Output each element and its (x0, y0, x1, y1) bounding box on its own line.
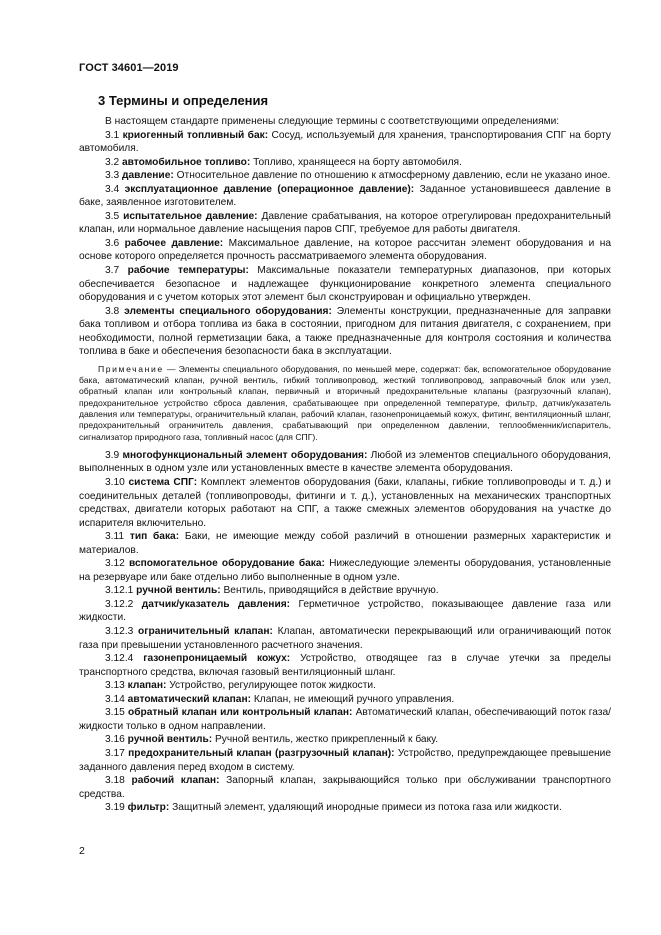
term-definition: Устройство, регулирующее поток жидкости. (169, 680, 376, 692)
term-definition: Герметичное устройство, показывающее давление газа или жидкости. (79, 598, 611, 624)
term-entry (79, 706, 611, 733)
term-definition: Максимальные показатели температурных диапазонов, при которых обеспечивается безопасное и надлежащее функционирование конкретного элемента специального оборудования и с учетом которых этот элемент был сконструирован и официально утвержден. (79, 265, 611, 304)
section-title: 3 Термины и определения (98, 93, 269, 108)
note-lead: Примечание (98, 363, 164, 374)
term-entry (79, 774, 611, 801)
term-name: вспомогательное оборудование бака: (128, 558, 325, 570)
term-definition: Клапан, автоматически перекрывающий или ограничивающий поток газа при превышении установленного расчетного значения. (79, 626, 611, 651)
term-entry (79, 156, 611, 170)
term-definition: Ручной вентиль, жестко прикрепленный к баку. (214, 734, 439, 746)
term-entry (79, 237, 611, 264)
term-entry (79, 264, 611, 305)
page-number: 2 (79, 845, 85, 857)
term-number: 3.18 (105, 775, 125, 787)
term-number: 3.5 (105, 210, 120, 222)
term-definition: Любой из элементов специального оборудования, выполненных в одном узле или установленных вместе в качестве элемента оборудования. (79, 449, 611, 475)
term-name: автоматический клапан: (127, 693, 252, 705)
term-number: 3.4 (105, 183, 120, 195)
term-name: автомобильное топливо: (122, 156, 251, 168)
term-definition: Максимальное давление, на которое рассчитан элемент оборудования и на основе которого определяется прочность рассматриваемого элемента оборудования. (79, 237, 611, 263)
term-name: рабочие температуры: (127, 265, 249, 277)
term-entry (79, 449, 611, 476)
term-number: 3.10 (105, 477, 125, 489)
term-entry (79, 747, 611, 774)
term-number: 3.11 (105, 531, 125, 543)
term-definition: Давление срабатывания, на которое отрегулирован предохранительный клапан, или нормальное давление насыщения паров СПГ, требуемое для работы двигателя. (79, 210, 611, 236)
term-number: 3.19 (105, 802, 125, 814)
term-number: 3.16 (105, 734, 125, 746)
term-definition: Сосуд, используемый для хранения, транспортирования СПГ на борту автомобиля. (79, 129, 611, 155)
term-entry (79, 584, 611, 598)
term-number: 3.12.4 (105, 653, 134, 665)
term-number: 3.13 (105, 680, 125, 692)
term-name: газонепроницаемый кожух: (143, 653, 291, 665)
term-name: эксплуатационное давление (операционное давление): (124, 183, 415, 195)
term-entry (79, 129, 611, 156)
term-name: давление: (122, 170, 174, 182)
term-entry (79, 476, 611, 530)
term-name: тип бака: (129, 531, 180, 543)
term-definition: Устройство, предупреждающее превышение заданного давления перед входом в систему. (79, 747, 611, 773)
term-name: рабочее давление: (124, 237, 224, 249)
term-entry (79, 598, 611, 625)
term-definition: Запорный клапан, закрывающийся только при обслуживании транспортного средства. (79, 775, 611, 800)
term-entry (79, 733, 611, 747)
term-definition: Клапан, не имеющий ручного управления. (253, 693, 455, 705)
term-number: 3.8 (105, 305, 120, 317)
term-name: система СПГ: (128, 477, 198, 489)
term-number: 3.17 (105, 747, 125, 759)
term-name: ручной вентиль: (127, 734, 213, 746)
term-entry (79, 183, 611, 210)
term-definition: Баки, не имеющие между собой различий в отношении размерных характеристик и материалов. (79, 531, 611, 556)
term-number: 3.12.3 (105, 626, 134, 638)
term-definition: Заданное установившееся давление в баке, заявленное изготовителем. (79, 183, 611, 209)
note-text: — Элементы специального оборудования, по меньшей мере, содержат: бак, вспомогательное оборудование бака, автоматический клапан, ручной вентиль, гибкий топливопровод, жесткий топливопровод, заправочный блок или узел, обратный клапан или контрольный клапан, первичный и вторичный предохранительные клапаны (разгрузочный клапан), предохранительное устройство сброса давления, срабатывающее при определенной температуре, фильтр, датчик/указатель давления или температуры, ограничительный клапан, рабочий клапан, газонепроницаемый кожух, фитинг, вентиляционный шланг, предохранительный ограничитель давления, срабатывающий при определенном давлении, теплообменник/испаритель, сигнализатор природного газа, топливный насос (для СПГ). (79, 363, 611, 442)
term-entry (79, 530, 611, 557)
term-name: испытательное давление: (123, 210, 258, 222)
term-name: фильтр: (127, 802, 170, 814)
term-entry (79, 801, 611, 815)
intro-paragraph: В настоящем стандарте применены следующие термины с соответствующими определениями: (105, 116, 560, 127)
term-entry (79, 557, 611, 584)
document-body (79, 115, 611, 815)
term-definition: Автоматический клапан, обеспечивающий поток газа/жидкости только в одном направлении. (79, 707, 611, 732)
term-number: 3.14 (105, 693, 125, 705)
term-definition: Устройство, отводящее газ в случае утечки за пределы транспортного средства, включая газовый вентиляционный шланг. (79, 653, 611, 678)
term-definition: Нижеследующие элементы оборудования, установленные на резервуаре или баке отдельно либо выполненные в одном узле. (79, 558, 611, 583)
term-entry (79, 210, 611, 237)
term-definition: Элементы конструкции, предназначенные для заправки бака топливом и отбора топлива из бака в состоянии, пригодном для питания двигателя, с сохранением, при необходимости, полной герметизации бака, а также предназначенные для контроля состояния и количества топлива в баке и обеспечения безопасности бака в эксплуатации. (79, 305, 611, 358)
term-definition: Вентиль, приводящийся в действие вручную. (223, 585, 439, 597)
note-paragraph (79, 364, 611, 443)
term-entry (79, 305, 611, 359)
term-entry (79, 652, 611, 679)
term-number: 3.2 (105, 156, 120, 168)
term-name: элементы специального оборудования: (124, 305, 332, 317)
term-name: многофункциональный элемент оборудования: (122, 449, 368, 461)
term-definition: Топливо, хранящееся на борту автомобиля. (253, 156, 462, 168)
term-entry (79, 693, 611, 707)
document-header: ГОСТ 34601—2019 (79, 62, 179, 74)
term-definition: Защитный элемент, удаляющий инородные примеси из потока газа или жидкости. (172, 802, 562, 814)
term-number: 3.3 (105, 170, 120, 182)
term-entry (79, 625, 611, 652)
term-number: 3.15 (105, 707, 125, 719)
term-name: рабочий клапан: (131, 775, 220, 787)
term-name: клапан: (127, 680, 167, 692)
term-number: 3.12.1 (105, 585, 134, 597)
term-definition: Комплект элементов оборудования (баки, клапаны, гибкие топливопроводы и т. д.) и соединительных деталей (топливопроводы, фитинги и т. д.), установленных на механических транспортных средствах, двигатели которых работают на СПГ, а также смежных элементов оборудования на участке до испарителя включительно. (79, 477, 611, 529)
term-number: 3.12.2 (105, 598, 134, 610)
term-number: 3.9 (105, 449, 120, 461)
term-number: 3.12 (105, 558, 125, 570)
term-number: 3.7 (105, 265, 120, 277)
term-number: 3.6 (105, 237, 120, 249)
term-name: ограничительный клапан: (138, 626, 273, 638)
term-name: криогенный топливный бак: (122, 129, 269, 141)
term-number: 3.1 (105, 129, 120, 141)
term-name: датчик/указатель давления: (141, 598, 291, 610)
term-definition: Относительное давление по отношению к атмосферному давлению, если не указано иное. (176, 170, 611, 182)
term-entry (79, 679, 611, 693)
terms-list-a (79, 129, 611, 359)
terms-list-b (79, 449, 611, 815)
term-name: ручной вентиль: (136, 585, 221, 597)
term-name: обратный клапан или контрольный клапан: (127, 707, 353, 719)
term-name: предохранительный клапан (разгрузочный клапан): (128, 747, 395, 759)
term-entry (79, 169, 611, 183)
